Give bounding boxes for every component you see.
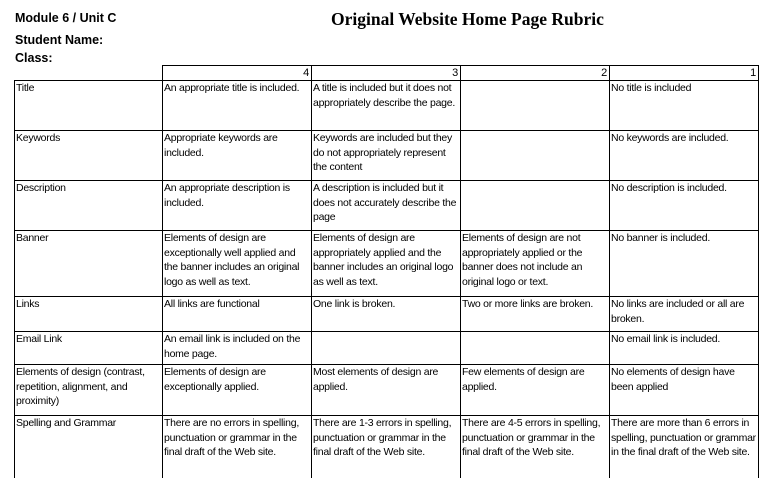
- rubric-cell: There are 4-5 errors in spelling, punctuation or grammar in the final draft of the Web site.: [461, 416, 610, 479]
- class-label: Class:: [15, 51, 53, 65]
- rubric-cell: Two or more links are broken.: [461, 297, 610, 332]
- rubric-cell: There are no errors in spelling, punctuation or grammar in the final draft of the Web site.: [163, 416, 312, 479]
- rubric-cell: No banner is included.: [610, 231, 759, 297]
- rubric-cell: Keywords are included but they do not appropriately represent the content: [312, 131, 461, 181]
- rubric-cell: An appropriate title is included.: [163, 81, 312, 131]
- rubric-table: [14, 65, 759, 478]
- rubric-cell: No links are included or all are broken.: [610, 297, 759, 332]
- criterion-cell: Links: [15, 297, 163, 332]
- rubric-cell: [461, 131, 610, 181]
- rubric-cell: Appropriate keywords are included.: [163, 131, 312, 181]
- criterion-cell: Email Link: [15, 332, 163, 365]
- rubric-cell: One link is broken.: [312, 297, 461, 332]
- table-row: [15, 297, 759, 332]
- rubric-cell: [461, 81, 610, 131]
- module-label: Module 6 / Unit C: [15, 11, 117, 25]
- score-header-1: 1: [610, 66, 759, 81]
- rubric-cell: No keywords are included.: [610, 131, 759, 181]
- score-header-2: 2: [461, 66, 610, 81]
- table-row: [15, 131, 759, 181]
- rubric-cell: Most elements of design are applied.: [312, 365, 461, 416]
- rubric-cell: A title is included but it does not appropriately describe the page.: [312, 81, 461, 131]
- score-header-3: 3: [312, 66, 461, 81]
- rubric-cell: Elements of design are not appropriately applied or the banner does not include an original logo or text.: [461, 231, 610, 297]
- rubric-cell: A description is included but it does not accurately describe the page: [312, 181, 461, 231]
- table-row: [15, 81, 759, 131]
- rubric-cell: Few elements of design are applied.: [461, 365, 610, 416]
- table-row: [15, 416, 759, 479]
- page-title: Original Website Home Page Rubric: [331, 9, 604, 29]
- table-row: [15, 365, 759, 416]
- criterion-cell: Description: [15, 181, 163, 231]
- table-row: [15, 231, 759, 297]
- criterion-cell: Title: [15, 81, 163, 131]
- rubric-cell: There are 1-3 errors in spelling, punctuation or grammar in the final draft of the Web site.: [312, 416, 461, 479]
- table-row: [15, 332, 759, 365]
- student-name-label: Student Name:: [15, 33, 104, 47]
- rubric-cell: There are more than 6 errors in spelling, punctuation or grammar in the final draft of the Web site.: [610, 416, 759, 479]
- score-header-4: 4: [163, 66, 312, 81]
- rubric-cell: An appropriate description is included.: [163, 181, 312, 231]
- rubric-cell: No email link is included.: [610, 332, 759, 365]
- rubric-cell: No title is included: [610, 81, 759, 131]
- rubric-cell: Elements of design are appropriately applied and the banner includes an original logo as well as text.: [312, 231, 461, 297]
- criterion-cell: Elements of design (contrast, repetition, alignment, and proximity): [15, 365, 163, 416]
- corner-cell: [15, 66, 163, 81]
- rubric-cell: Elements of design are exceptionally well applied and the banner includes an original logo as well as text.: [163, 231, 312, 297]
- rubric-cell: No description is included.: [610, 181, 759, 231]
- rubric-cell: [312, 332, 461, 365]
- rubric-cell: Elements of design are exceptionally applied.: [163, 365, 312, 416]
- score-header-row: [15, 66, 759, 81]
- rubric-cell: An email link is included on the home page.: [163, 332, 312, 365]
- rubric-cell: No elements of design have been applied: [610, 365, 759, 416]
- criterion-cell: Banner: [15, 231, 163, 297]
- criterion-cell: Keywords: [15, 131, 163, 181]
- rubric-cell: [461, 332, 610, 365]
- rubric-cell: All links are functional: [163, 297, 312, 332]
- table-row: [15, 181, 759, 231]
- criterion-cell: Spelling and Grammar: [15, 416, 163, 479]
- rubric-cell: [461, 181, 610, 231]
